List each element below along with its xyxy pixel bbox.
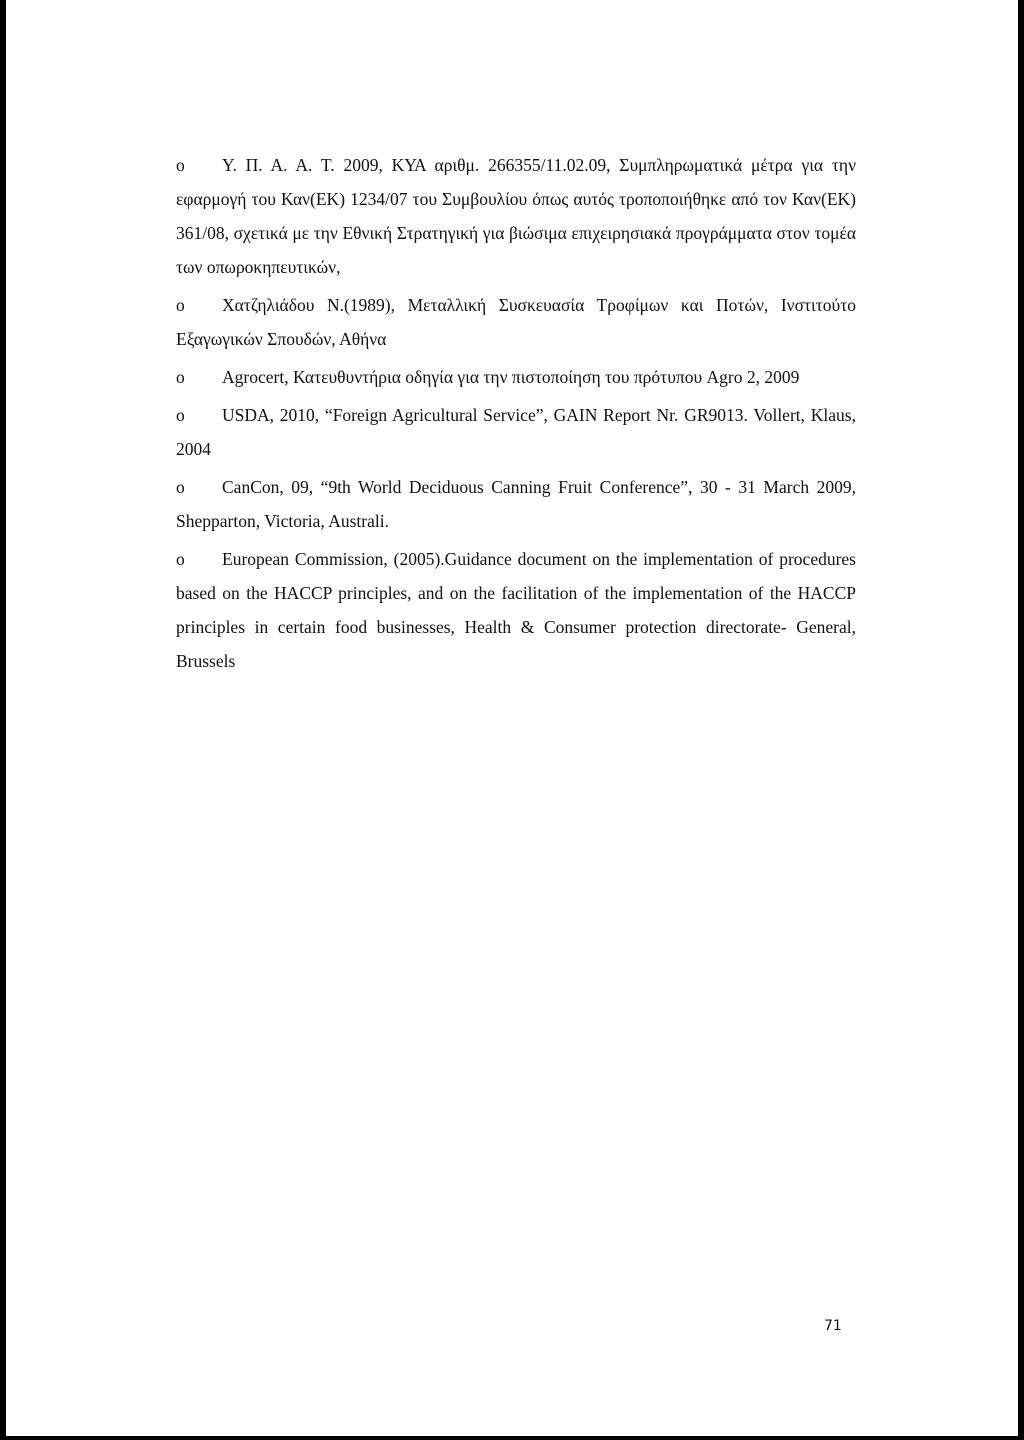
reference-text: Υ. Π. Α. Α. Τ. 2009, ΚΥΑ αριθμ. 266355/11.02.09, Συμπληρωματικά μέτρα για την εφαρμογή του Καν(ΕΚ) 1234/07 του Συμβουλίου όπως αυτός τροποποιήθηκε από τον Καν(ΕΚ) 361/08, σχετικά με την Εθνική Στρατηγική για βιώσιμα επιχειρησιακά προγράμματα στον τομέα των οπωροκηπευτικών, xyxy=(176,155,856,277)
bullet: o xyxy=(176,549,185,569)
reference-item xyxy=(176,398,856,466)
reference-item xyxy=(176,148,856,284)
reference-text: European Commission, (2005).Guidance document on the implementation of procedures based on the HACCP principles, and on the facilitation of the implementation of the HACCP principles in certain food businesses, Health & Consumer protection directorate- General, Brussels xyxy=(176,549,856,671)
document-page xyxy=(6,0,1018,1436)
reference-text: USDA, 2010, “Foreign Agricultural Service”, GAIN Report Nr. GR9013. Vollert, Klaus, 2004 xyxy=(176,405,856,459)
bullet: o xyxy=(176,295,185,315)
reference-text: Χατζηλιάδου Ν.(1989), Μεταλλική Συσκευασία Τροφίμων και Ποτών, Ινστιτούτο Εξαγωγικών Σπουδών, Αθήνα xyxy=(176,295,856,349)
reference-item xyxy=(176,360,856,394)
bullet: o xyxy=(176,477,185,497)
bullet: o xyxy=(176,367,185,387)
reference-text: Agrocert, Κατευθυντήρια οδηγία για την πιστοποίηση του πρότυπου Agro 2, 2009 xyxy=(222,367,800,387)
reference-text: CanCon, 09, “9th World Deciduous Canning Fruit Conference”, 30 - 31 March 2009, Shepparton, Victoria, Australi. xyxy=(176,477,856,531)
reference-list xyxy=(176,148,856,682)
bullet: o xyxy=(176,405,185,425)
reference-item xyxy=(176,288,856,356)
page-number: 71 xyxy=(824,1318,842,1334)
bullet: o xyxy=(176,155,185,175)
reference-item xyxy=(176,542,856,678)
reference-item xyxy=(176,470,856,538)
